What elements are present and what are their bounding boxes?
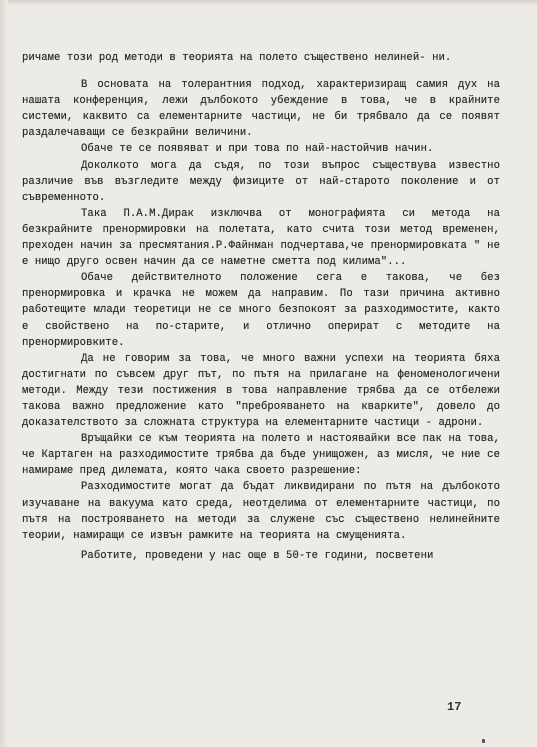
body-text — [22, 50, 500, 564]
paragraph: Да не говорим за това, че много важни успехи на теорията бяха достигнати по съвсем друг път, по пътя на прилагане на феноменологичени методи. Между тези постижения в това направление трябва да се отбележи такова важно предложение като "преброяването на кварките", довело до доказателството за сложната структура на елементарните частици - адрони. — [22, 352, 500, 430]
paragraph: Обаче действителното положение сега е такова, че без пренормировка и крачка не можем да направим. По тази причина активно работещите млади теоретици не се много безпокоят за разходимостите, както е свойствено на по-старите, и отлично оперират с методите на пренормировките. — [22, 272, 500, 349]
page-number: 17 — [447, 700, 462, 714]
paragraph: Връщайки се към теорията на полето и настоявайки все пак на това, че Картаген на разходимостите трябва да бъде унищожен, аз мисля, че ние се намираме пред дилемата, която чака своето разрешение: — [22, 433, 500, 478]
scan-speck — [482, 739, 485, 743]
paragraph: В основата на толерантния подход, характеризиращ самия дух на нашата конференция, лежи дълбокото убеждение в това, че в крайните системи, каквито са елементарните частици, не би трябвало да се появят раздалечаващи се безкрайни величини. — [22, 79, 500, 140]
scan-edge-left — [0, 0, 8, 747]
paragraph: Доколкото мога да съдя, по този въпрос съществува известно различие във възгледите между физиците от най-старото поколение и от съвременното. — [22, 159, 500, 204]
scan-edge-top — [0, 0, 537, 6]
paragraph: Обаче те се появяват и при това по най-настойчив начин. — [81, 143, 434, 156]
paragraph: Така П.А.М.Дирак изключва от монографията си метода на безкрайните пренормировки на полетата, като счита този метод временен, преходен начин за пресмятания.Р.Файнман подчертава,че пренормировката " не е нищо друго освен начин да се наметне сметта под килима"... — [22, 207, 500, 269]
paragraph: Разходимостите могат да бъдат ликвидирани по пътя на дълбокото изучаване на вакуума като среда, неотделима от елементарните частици, по пътя на построяването на методи за служене със съществено нелинейните теории, намиращи се извън рамките на теорията на смущенията. — [22, 481, 500, 542]
paragraph: Работите, проведени у нас още в 50-те години, посветени — [81, 549, 434, 562]
paragraph: ричаме този род методи в теорията на полето съществено нелиней- ни. — [22, 52, 452, 64]
